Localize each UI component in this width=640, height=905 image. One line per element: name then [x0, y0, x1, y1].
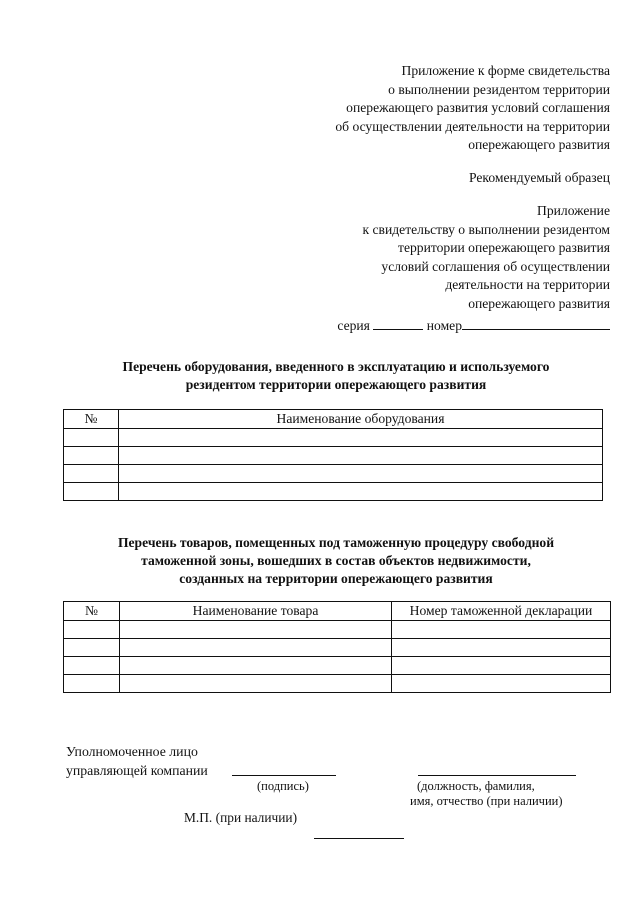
appendix-header-line: о выполнении резидентом территории [388, 81, 610, 97]
certificate-appendix-line: опережающего развития [468, 295, 610, 311]
table-row [64, 447, 603, 465]
table-row [64, 675, 611, 693]
column-header-customs-declaration: Номер таможенной декларации [392, 602, 611, 621]
column-header-number: № [64, 602, 120, 621]
table-cell[interactable] [64, 483, 119, 501]
series-field[interactable] [373, 315, 423, 330]
appendix-header [335, 62, 610, 155]
table-cell[interactable] [64, 429, 119, 447]
appendix-header-line: об осуществлении деятельности на территории [335, 118, 610, 134]
table-header-row [64, 602, 611, 621]
table-cell[interactable] [64, 657, 120, 675]
appendix-header-line: Приложение к форме свидетельства [401, 63, 610, 78]
series-label: серия [337, 318, 370, 333]
table-cell[interactable] [392, 639, 611, 657]
goods-title-line: таможенной зоны, вошедших в состав объектов недвижимости, [141, 553, 531, 568]
table-cell[interactable] [120, 675, 392, 693]
table-cell[interactable] [119, 447, 603, 465]
equipment-title-line: Перечень оборудования, введенного в эксплуатацию и используемого [122, 359, 550, 374]
series-number-line [337, 315, 610, 336]
stamp-label: М.П. (при наличии) [184, 810, 298, 825]
table-cell[interactable] [120, 621, 392, 639]
number-label: номер [426, 318, 462, 333]
position-name-line[interactable] [418, 775, 576, 776]
table-row [64, 621, 611, 639]
table-cell[interactable] [392, 675, 611, 693]
management-company-label: управляющей компании [66, 763, 208, 778]
table-cell[interactable] [64, 447, 119, 465]
equipment-title-line: резидентом территории опережающего развития [185, 377, 487, 392]
table-cell[interactable] [392, 621, 611, 639]
appendix-header-line: опережающего развития [468, 137, 610, 152]
table-cell[interactable] [392, 657, 611, 675]
appendix-header-line: опережающего развития условий соглашения [346, 100, 610, 115]
table-cell[interactable] [119, 429, 603, 447]
table-row [64, 657, 611, 675]
equipment-section-title [0, 358, 640, 394]
table-cell[interactable] [120, 657, 392, 675]
certificate-appendix [337, 202, 610, 336]
recommended-sample: Рекомендуемый образец [469, 170, 610, 185]
full-name-caption: имя, отчество (при наличии) [410, 794, 563, 808]
table-cell[interactable] [64, 639, 120, 657]
table-cell[interactable] [119, 465, 603, 483]
goods-title-line: Перечень товаров, помещенных под таможенную процедуру свободной [117, 535, 555, 550]
table-header-row [64, 410, 603, 429]
signature-line[interactable] [232, 775, 336, 776]
table-row [64, 429, 603, 447]
column-header-equipment-name: Наименование оборудования [119, 410, 603, 429]
table-cell[interactable] [64, 675, 120, 693]
goods-table [63, 601, 611, 693]
signature-caption: (подпись) [257, 779, 309, 793]
table-cell[interactable] [64, 621, 120, 639]
table-row [64, 465, 603, 483]
certificate-appendix-line: к свидетельству о выполнении резидентом [362, 221, 610, 237]
position-caption: (должность, фамилия, [417, 779, 535, 793]
table-row [64, 483, 603, 501]
certificate-appendix-line: условий соглашения об осуществлении [381, 258, 610, 274]
goods-section-title [0, 534, 640, 588]
certificate-appendix-line: деятельности на территории [445, 277, 610, 292]
equipment-table [63, 409, 603, 501]
column-header-goods-name: Наименование товара [120, 602, 392, 621]
table-cell[interactable] [119, 483, 603, 501]
certificate-appendix-line: Приложение [537, 203, 610, 218]
goods-title-line: созданных на территории опережающего развития [179, 571, 493, 586]
column-header-number: № [64, 410, 119, 429]
authorized-person-label: Уполномоченное лицо [66, 744, 198, 759]
table-cell[interactable] [64, 465, 119, 483]
stamp-line[interactable] [314, 838, 404, 839]
certificate-appendix-line: территории опережающего развития [398, 240, 610, 255]
number-field[interactable] [462, 315, 610, 330]
table-row [64, 639, 611, 657]
table-cell[interactable] [120, 639, 392, 657]
